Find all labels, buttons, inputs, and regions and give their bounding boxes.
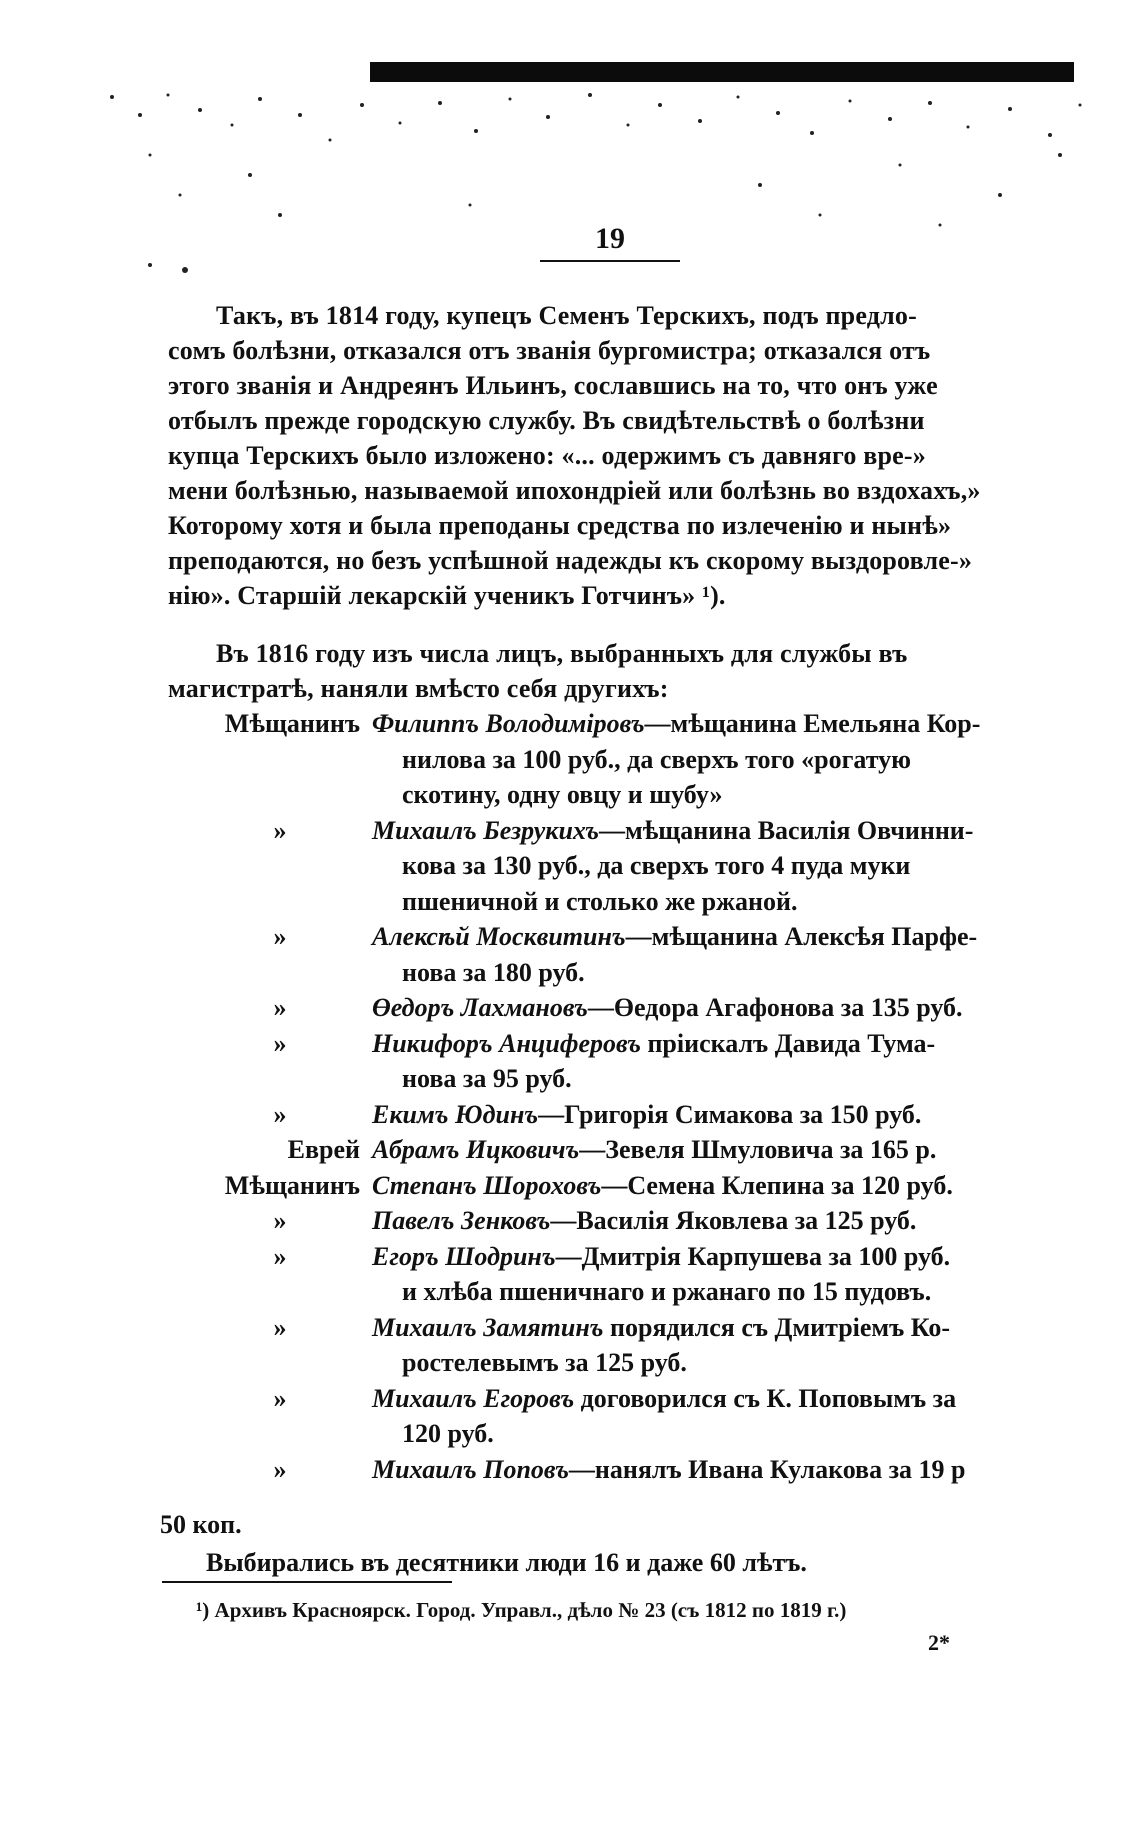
entry-label: » xyxy=(273,1312,287,1342)
entry-text: —мѣщанина Алексѣя Парфе- xyxy=(625,922,978,951)
person-name: Михаилъ Безрукихъ xyxy=(372,815,599,845)
entry-label: » xyxy=(273,815,287,845)
paragraph-1-line: Которому хотя и была преподаны средства по излеченію и нынѣ» xyxy=(168,511,952,540)
entry-line xyxy=(372,1097,1042,1132)
closing-sentence: Выбирались въ десятники люди 16 и даже 60 лѣтъ. xyxy=(206,1548,807,1577)
entry-text: —Дмитрія Карпушева за 100 руб. xyxy=(555,1241,951,1271)
signature-mark: 2* xyxy=(928,1630,950,1655)
entry-label: » xyxy=(273,1028,287,1058)
entry-line xyxy=(372,1310,1042,1345)
entry-label: Мѣщанинъ xyxy=(224,709,360,738)
page-number: 19 xyxy=(595,222,625,255)
person-name: Никифоръ Анциферовъ xyxy=(372,1028,641,1058)
entry-line: нилова за 100 руб., да сверхъ того «рогатую xyxy=(402,744,912,774)
entry-text: договорился съ К. Поповымъ за xyxy=(574,1383,957,1413)
footnote-rule xyxy=(162,1581,452,1583)
entry-label: Мѣщанинъ xyxy=(224,1170,360,1200)
person-name: Михаилъ Замятинъ xyxy=(372,1312,604,1342)
entry-text: —мѣщанина Василія Овчинни- xyxy=(598,815,974,845)
top-black-bar xyxy=(370,62,1074,82)
paragraph-2 xyxy=(168,636,1048,706)
entry-line: и хлѣба пшеничнаго и ржанаго по 15 пудовъ. xyxy=(402,1277,932,1306)
entry-label: » xyxy=(273,922,287,951)
entry-line: нова за 180 руб. xyxy=(402,957,585,987)
person-name: Өедоръ Лахмановъ xyxy=(372,993,588,1022)
paragraph-1-line: нію». Старшій лекарскій ученикъ Готчинъ» ¹). xyxy=(168,581,726,610)
paragraph-1-line: мени болѣзнью, называемой ипохондріей или болѣзнь во вздохахъ,» xyxy=(168,476,981,505)
entry-line: 120 руб. xyxy=(402,1419,494,1448)
entry-label: » xyxy=(273,1099,287,1129)
entry-line xyxy=(372,706,1042,741)
paragraph-1 xyxy=(168,298,1048,613)
entry-text: пріискалъ Давида Тума- xyxy=(640,1028,936,1058)
entry-label: Еврей xyxy=(287,1135,360,1164)
entry-label: » xyxy=(273,993,287,1022)
paragraph-2-line: Въ 1816 году изъ числа лицъ, выбранныхъ для службы въ xyxy=(216,639,908,668)
entry-line xyxy=(372,990,1042,1025)
entry-line: кова за 130 руб., да сверхъ того 4 пуда муки xyxy=(402,851,911,880)
entry-text: —Василія Яковлева за 125 руб. xyxy=(550,1206,917,1235)
entry-text: —Григорія Симакова за 150 руб. xyxy=(538,1099,922,1129)
entry-label: » xyxy=(273,1206,287,1235)
entry-line xyxy=(372,1168,1042,1203)
person-name: Степанъ Шороховъ xyxy=(372,1170,602,1200)
person-name: Алексѣй Москвитинъ xyxy=(372,922,626,951)
paragraph-2-line: магистратѣ, наняли вмѣсто себя другихъ: xyxy=(168,674,669,703)
footnote: ¹) Архивъ Красноярск. Город. Управл., дѣло № 23 (съ 1812 по 1819 г.) xyxy=(196,1598,847,1622)
tail-text: 50 коп. xyxy=(160,1510,242,1539)
person-name: Михаилъ Поповъ xyxy=(372,1454,569,1484)
entry-line: ростелевымъ за 125 руб. xyxy=(402,1348,687,1377)
entry-line xyxy=(372,1381,1042,1416)
entry-text: —Өедора Агафонова за 135 руб. xyxy=(587,993,963,1022)
paragraph-1-line: купца Терскихъ было изложено: «... одержимъ съ давняго вре-» xyxy=(168,441,926,470)
paragraph-1-line: сомъ болѣзни, отказался отъ званія бургомистра; отказался отъ xyxy=(168,336,931,365)
paragraph-1-line: отбылъ прежде городскую службу. Въ свидѣтельствѣ о болѣзни xyxy=(168,406,925,435)
entry-text: порядился съ Дмитріемъ Ко- xyxy=(603,1312,951,1342)
entry-line: скотину, одну овцу и шубу» xyxy=(402,780,723,809)
entry-line xyxy=(372,919,1042,954)
entry-line: нова за 95 руб. xyxy=(402,1064,572,1093)
person-name: Михаилъ Егоровъ xyxy=(372,1383,575,1413)
person-name: Екимъ Юдинъ xyxy=(372,1099,539,1129)
entry-line xyxy=(372,1026,1042,1061)
entry-text: —Семена Клепина за 120 руб. xyxy=(601,1170,953,1200)
paragraph-1-line: Такъ, въ 1814 году, купецъ Семенъ Терскихъ, подъ предло- xyxy=(216,301,917,330)
paragraph-1-line: преподаются, но безъ успѣшной надежды къ скорому выздоровле-» xyxy=(168,546,973,575)
person-name: Абрамъ Ицковичъ xyxy=(372,1135,580,1164)
person-name: Павелъ Зенковъ xyxy=(372,1206,551,1235)
entry-line xyxy=(372,813,1042,848)
paragraph-1-line: этого званія и Андреянъ Ильинъ, сославшись на то, что онъ уже xyxy=(168,371,938,400)
entry-line: пшеничной и столько же ржаной. xyxy=(402,886,798,916)
entry-label: » xyxy=(273,1241,287,1271)
page-number-underline xyxy=(540,260,680,262)
entry-line xyxy=(372,1452,1042,1487)
entry-label: » xyxy=(273,1454,287,1484)
person-name: Егоръ Шодринъ xyxy=(372,1241,556,1271)
entry-line xyxy=(372,1132,1042,1167)
person-name: Филиппъ Володиміровъ xyxy=(372,709,645,738)
entry-label: » xyxy=(273,1383,287,1413)
entry-line xyxy=(372,1239,1042,1274)
entry-text: —мѣщанина Емельяна Кор- xyxy=(644,709,981,738)
entry-line xyxy=(372,1203,1042,1238)
entry-text: —Зевеля Шмуловича за 165 р. xyxy=(579,1135,937,1164)
entry-text: —нанялъ Ивана Кулакова за 19 р xyxy=(568,1454,966,1484)
